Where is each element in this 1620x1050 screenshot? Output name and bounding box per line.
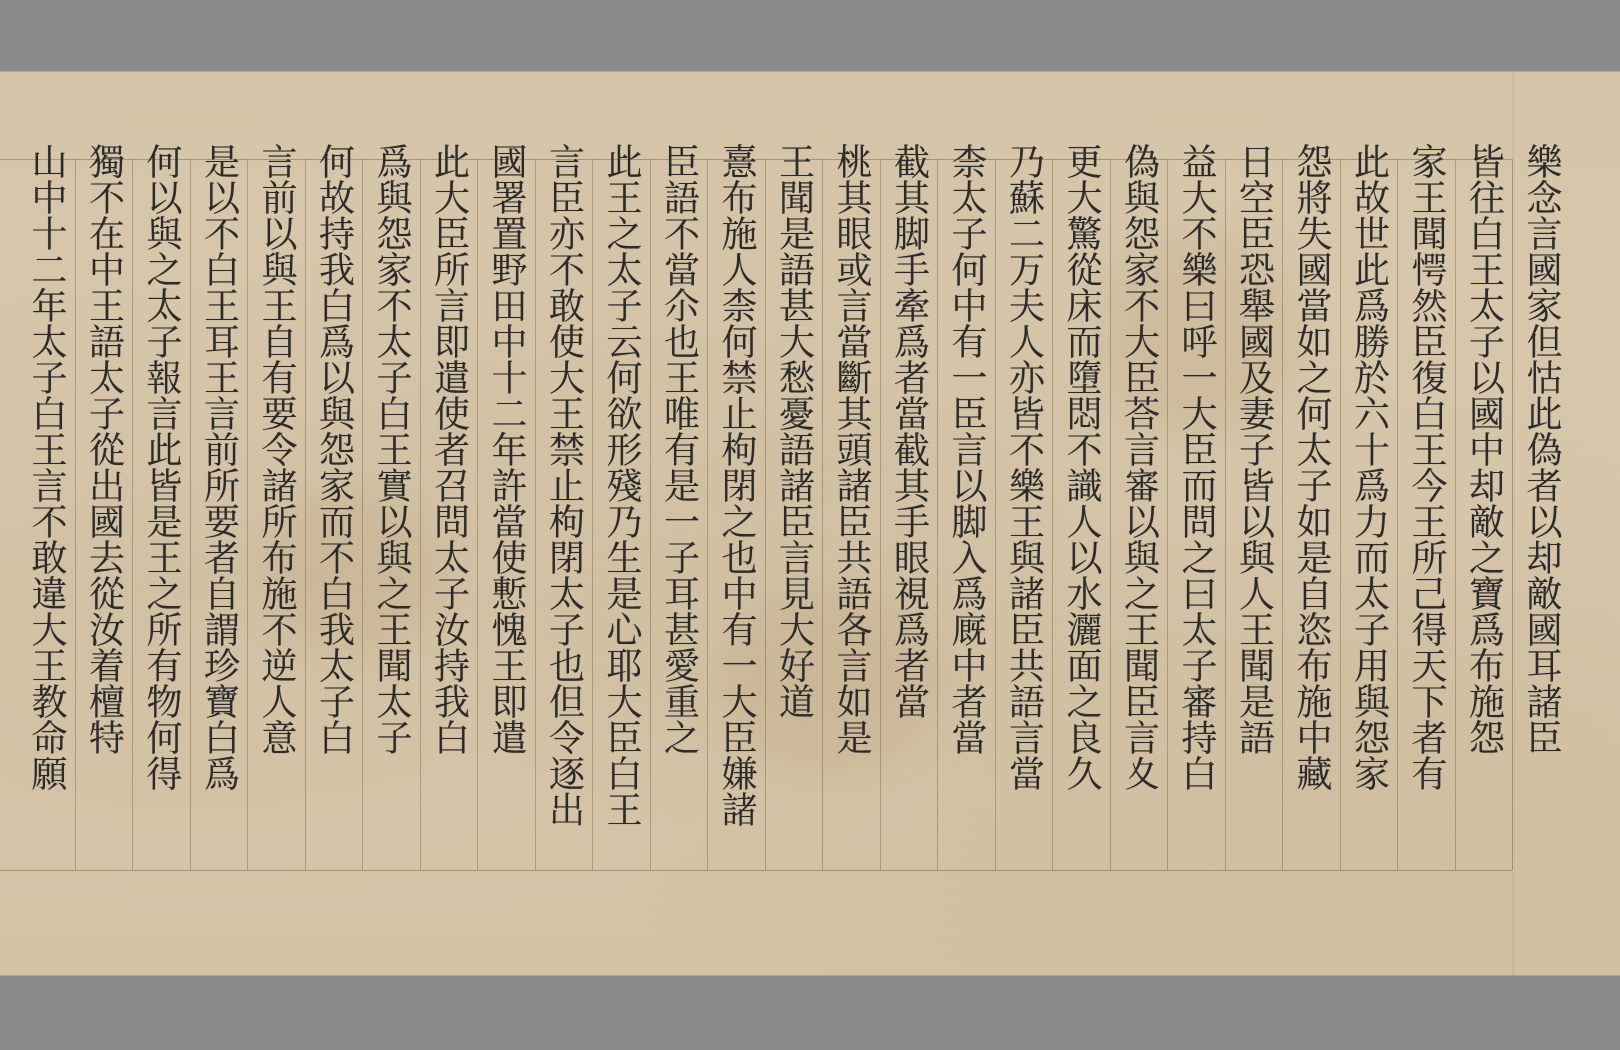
column-rule	[132, 159, 133, 870]
column-rule	[707, 159, 708, 870]
column-rule	[650, 159, 651, 870]
bottom-guide-line	[0, 870, 1512, 871]
text-column: 國署置野田中十二年許當使慙愧王即遣	[486, 143, 527, 755]
column-rule	[937, 159, 938, 870]
text-column: 憙布施人柰何禁止枸閉之也中有一大臣嫌諸	[716, 143, 757, 827]
text-column: 何故持我白爲以與怨家而不白我太子白	[313, 143, 355, 755]
column-rule	[1110, 159, 1111, 870]
column-rule	[822, 159, 823, 870]
text-column: 偽與怨家不大臣荅言審以與之王聞臣言夊	[1118, 143, 1160, 791]
text-column: 此王之太子云何欲形殘乃生是心耶大臣白王	[601, 143, 642, 827]
manuscript-scroll	[0, 71, 1620, 976]
text-column: 更大驚從床而墮悶不識人以水灑面之良久	[1061, 143, 1102, 791]
text-column: 益大不樂曰呼一大臣而問之曰太子審持白	[1176, 143, 1217, 791]
text-column: 怨將失國當如之何太子如是自恣布施中藏	[1291, 143, 1332, 791]
column-rule	[190, 159, 191, 870]
text-column: 柰太子何中有一臣言以脚入爲廐中者當	[946, 143, 987, 755]
column-rule	[1282, 159, 1283, 870]
column-rule	[1225, 159, 1226, 870]
column-rule	[1167, 159, 1168, 870]
column-rule	[995, 159, 996, 870]
column-rule	[1455, 159, 1456, 870]
text-column: 言臣亦不敢使大王禁止枸閉太子也但令逐出	[543, 143, 585, 827]
column-rule	[305, 159, 306, 870]
text-column: 此大臣所言即遣使者召問太子汝持我白	[428, 143, 470, 755]
text-column: 爲與怨家不太子白王實以與之王聞太子	[371, 143, 412, 755]
column-rule	[1340, 159, 1341, 870]
column-rule	[477, 159, 478, 870]
text-column: 是以不白王耳王言前所要者自謂珍寶白爲	[198, 143, 240, 791]
column-rule	[1512, 159, 1513, 870]
text-column: 此故世此爲勝於六十爲力而太子用與怨家	[1348, 143, 1390, 791]
text-column: 山中十二年太子白王言不敢違大王教命願	[26, 143, 67, 791]
text-column: 樂念言國家但怙此偽者以却敵國耳諸臣	[1521, 143, 1562, 755]
text-column: 截其脚手牽爲者當截其手眼視爲者當	[888, 143, 930, 719]
text-column: 臣語不當尒也王唯有是一子耳甚愛重之	[658, 143, 700, 755]
text-column: 王聞是語甚大愁憂語諸臣言見大好道	[773, 143, 815, 719]
column-rule	[535, 159, 536, 870]
column-rule	[1397, 159, 1398, 870]
column-rule	[362, 159, 363, 870]
column-rule	[75, 159, 76, 870]
column-rule	[765, 159, 766, 870]
text-column: 何以與之太子報言此皆是王之所有物何得	[141, 143, 182, 791]
text-column: 日空臣恐舉國及妻子皆以與人王聞是語	[1233, 143, 1275, 755]
column-rule	[1052, 159, 1053, 870]
column-rule	[880, 159, 881, 870]
column-rule	[247, 159, 248, 870]
text-column: 乃蘇二万夫人亦皆不樂王與諸臣共語言當	[1003, 143, 1045, 791]
text-column: 桃其眼或言當斷其頭諸臣共語各言如是	[831, 143, 872, 755]
text-column: 獨不在中王語太子從出國去從汝着檀特	[83, 143, 125, 755]
column-rule	[592, 159, 593, 870]
column-rule	[420, 159, 421, 870]
text-column: 言前以與王自有要令諸所布施不逆人意	[256, 143, 297, 755]
text-column: 家王聞愕然臣復白王今王所己得天下者有	[1406, 143, 1447, 791]
text-column: 皆往白王太子以國中却敵之寶爲布施怨	[1463, 143, 1505, 755]
